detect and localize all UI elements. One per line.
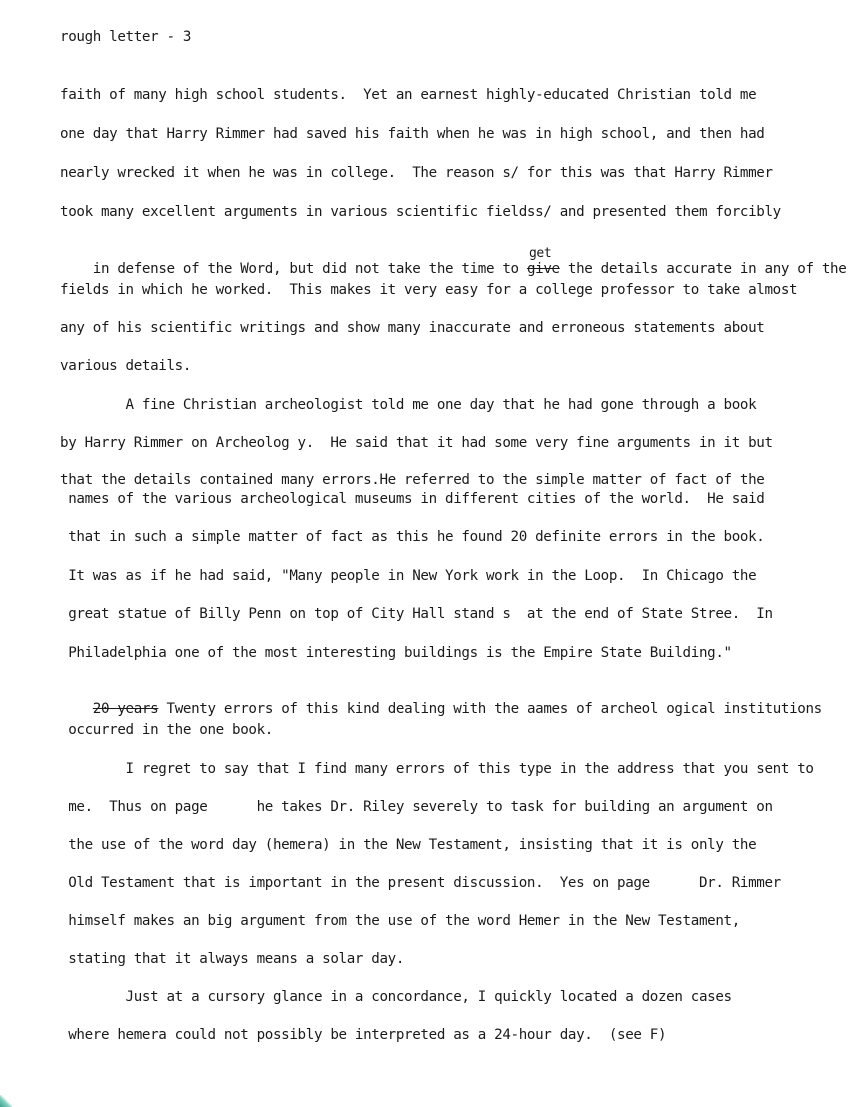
text-line: where hemera could not possibly be interpreted as a 24-hour day. (see F) — [60, 1027, 667, 1043]
text-line: faith of many high school students. Yet an earnest highly-educated Christian told me — [60, 87, 757, 103]
text-line: great statue of Billy Penn on top of City Hall stand s at the end of State Stree. In — [60, 606, 773, 622]
text-line: by Harry Rimmer on Archeolog y. He said that it had some very fine arguments in it but — [60, 435, 773, 451]
text-line: A fine Christian archeologist told me one day that he had gone through a book — [60, 397, 757, 413]
text-line: names of the various archeological museums in different cities of the world. He said — [60, 491, 765, 507]
inserted-word: get — [528, 246, 552, 261]
text-segment: the details accurate in any of the — [559, 261, 847, 277]
text-line: any of his scientific writings and show many inaccurate and erroneous statements about — [60, 320, 765, 336]
text-line: fields in which he worked. This makes it very easy for a college professor to take almost — [60, 282, 798, 298]
text-line: one day that Harry Rimmer had saved his faith when he was in high school, and then had — [60, 126, 765, 142]
struck-word: 20 years — [92, 701, 159, 717]
text-line: nearly wrecked it when he was in college. The reason s/ for this was that Harry Rimmer — [60, 165, 773, 181]
text-line: me. Thus on page he takes Dr. Riley severely to task for building an argument on — [60, 799, 773, 815]
text-line: that the details contained many errors.He referred to the simple matter of fact of the — [60, 472, 765, 488]
text-line: Old Testament that is important in the present discussion. Yes on page Dr. Rimmer — [60, 875, 781, 891]
text-line: took many excellent arguments in various scientific fieldss/ and presented them forcibly — [60, 204, 781, 220]
correction — [526, 246, 560, 278]
text-line: Just at a cursory glance in a concordance, I quickly located a dozen cases — [60, 989, 732, 1005]
text-line: stating that it always means a solar day. — [60, 951, 405, 967]
scan-corner-mark — [0, 1095, 12, 1107]
text-line: Philadelphia one of the most interesting buildings is the Empire State Building." — [60, 645, 732, 661]
text-line: that in such a simple matter of fact as this he found 20 definite errors in the book. — [60, 529, 765, 545]
struck-word: give — [526, 261, 560, 277]
text-line: various details. — [60, 358, 192, 374]
text-line: It was as if he had said, "Many people in New York work in the Loop. In Chicago the — [60, 568, 757, 584]
text-line: I regret to say that I find many errors of this type in the address that you sent to — [60, 761, 814, 777]
page-header: rough letter - 3 — [60, 29, 192, 45]
text-line: occurred in the one book. — [60, 722, 273, 738]
text-line: himself makes an big argument from the use of the word Hemer in the New Testament, — [60, 913, 740, 929]
text-segment: in defense of the Word, but did not take the time to — [92, 261, 527, 277]
text-line: the use of the word day (hemera) in the New Testament, insisting that it is only the — [60, 837, 757, 853]
text-segment: Twenty errors of this kind dealing with the aames of archeol ogical institutions — [158, 701, 822, 717]
